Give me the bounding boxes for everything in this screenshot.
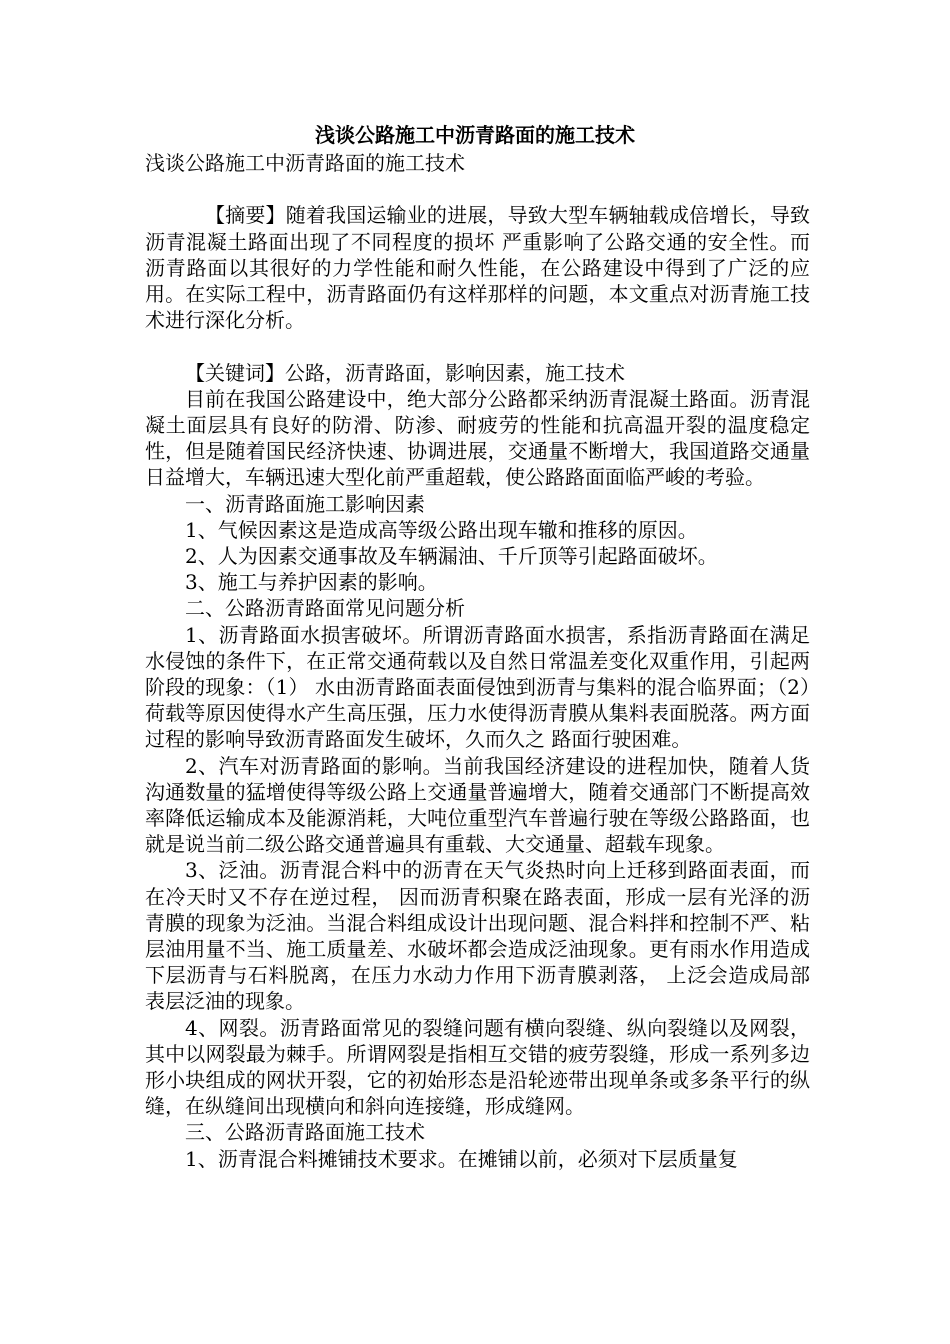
intro-paragraph: 目前在我国公路建设中，绝大部分公路都采纳沥青混凝土路面。沥青混凝土面层具有良好的防滑、防渗、耐疲劳的性能和抗高温开裂的温度稳定性，但是随着国民经济快速、协调进展，交通量不断增大，我国道路交通量日益增大，车辆迅速大型化前严重超载，使公路路面面临严峻的考验。 bbox=[145, 386, 810, 490]
section-heading-3: 三、公路沥青路面施工技术 bbox=[185, 1120, 425, 1145]
body-paragraph: 2、汽车对沥青路面的影响。当前我国经济建设的进程加快，随着人货沟通数量的猛增使得等级公路上交通量普遍增大，随着交通部门不断提高效率降低运输成本及能源消耗，大吨位重型汽车普遍行驶在等级公路路面，也就是说当前二级公路交通普遍具有重载、大交通量、超载车现象。 bbox=[145, 753, 810, 857]
document-subtitle: 浅谈公路施工中沥青路面的施工技术 bbox=[145, 151, 465, 175]
section-heading-2: 二、公路沥青路面常见问题分析 bbox=[185, 596, 465, 621]
body-paragraph: 4、网裂。沥青路面常见的裂缝问题有横向裂缝、纵向裂缝以及网裂，其中以网裂最为棘手。所谓网裂是指相互交错的疲劳裂缝，形成一系列多边形小块组成的网状开裂，它的初始形态是沿轮迹带出现单条或多条平行的纵缝，在纵缝间出现横向和斜向连接缝，形成缝网。 bbox=[145, 1015, 810, 1119]
abstract-paragraph: 【摘要】随着我国运输业的进展，导致大型车辆轴载成倍增长，导致沥青混凝土路面出现了不同程度的损坏 严重影响了公路交通的安全性。而沥青路面以其很好的力学性能和耐久性能，在公路建设中得到了广泛的应用。在实际工程中，沥青路面仍有这样那样的问题，本文重点对沥青施工技术进行深化分析。 bbox=[145, 203, 810, 333]
keywords-paragraph: 【关键词】公路，沥青路面，影响因素，施工技术 bbox=[185, 360, 625, 385]
body-paragraph: 3、泛油。沥青混合料中的沥青在天气炎热时向上迁移到路面表面，而在冷天时又不存在逆过程， 因而沥青积聚在路表面，形成一层有光泽的沥青膜的现象为泛油。当混合料组成设计出现问题、混合料拌和控制不严、粘层油用量不当、施工质量差、水破坏都会造成泛油现象。更有雨水作用造成下层沥青与石料脱离，在压力水动力作用下沥青膜剥落， 上泛会造成局部表层泛油的现象。 bbox=[145, 858, 810, 1014]
body-paragraph: 1、沥青路面水损害破坏。所谓沥青路面水损害，系指沥青路面在满足水侵蚀的条件下，在正常交通荷载以及自然日常温差变化双重作用，引起两阶段的现象：（1） 水由沥青路面表面侵蚀到沥青与集料的混合临界面；（2）荷载等原因使得水产生高压强，压力水使得沥青膜从集料表面脱落。两方面过程的影响导致沥青路面发生破坏，久而久之 路面行驶困难。 bbox=[145, 622, 810, 752]
section-heading-1: 一、沥青路面施工影响因素 bbox=[185, 491, 425, 516]
paragraph-gap bbox=[145, 176, 810, 202]
list-item: 2、人为因素交通事故及车辆漏油、千斤顶等引起路面破坏。 bbox=[185, 544, 718, 569]
document-title: 浅谈公路施工中沥青路面的施工技术 bbox=[315, 123, 635, 147]
list-item: 1、气候因素这是造成高等级公路出现车辙和推移的原因。 bbox=[185, 517, 698, 542]
document-body bbox=[145, 150, 810, 1172]
list-item: 3、施工与养护因素的影响。 bbox=[185, 570, 438, 595]
body-paragraph: 1、沥青混合料摊铺技术要求。在摊铺以前，必须对下层质量复 bbox=[185, 1146, 738, 1171]
paragraph-gap bbox=[145, 333, 810, 359]
